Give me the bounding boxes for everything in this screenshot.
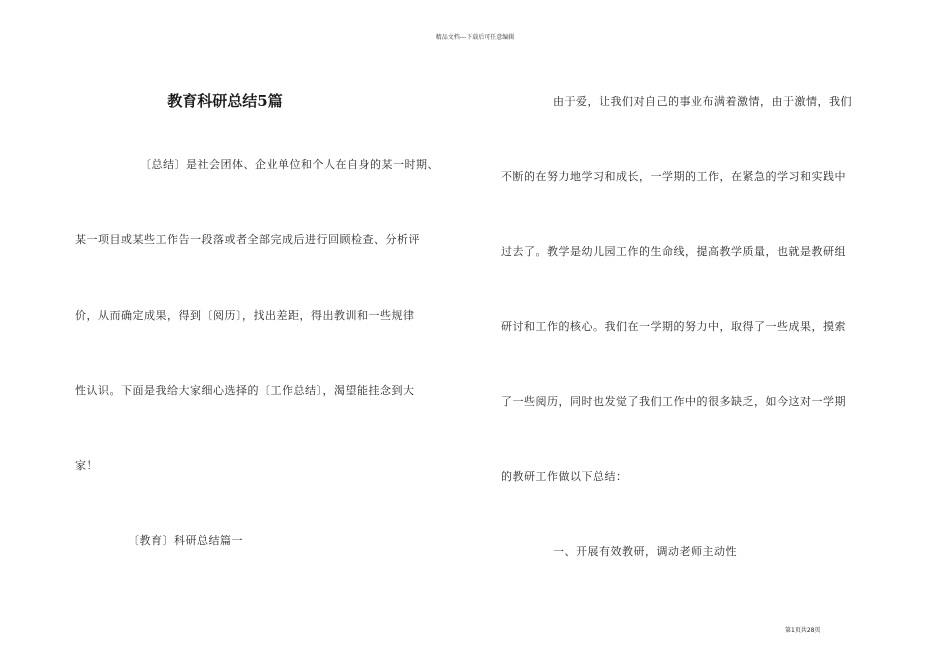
paragraph-line: 价，从而确定成果，得到〔阅历〕，找出差距，得出教训和一些规律 — [75, 309, 415, 322]
document-title: 教育科研总结5篇 — [167, 92, 283, 110]
paragraph-line: 家！ — [75, 459, 98, 472]
paragraph-line: 性认识。下面是我给大家细心选择的〔工作总结〕，渴望能挂念到大 — [75, 384, 415, 397]
paragraph-line: 了一些阅历，同时也发觉了我们工作中的很多缺乏，如今这对一学期 — [501, 395, 846, 408]
section-heading: 〔教育〕科研总结篇一 — [128, 534, 243, 547]
header-note: 精品文档---下载后可任意编辑 — [435, 34, 515, 41]
paragraph-line: 某一项目或某些工作告一段落或者全部完成后进行回顾检查、分析评 — [75, 233, 420, 246]
paragraph-line: 不断的在努力地学习和成长，一学期的工作，在紧急的学习和实践中 — [501, 170, 846, 183]
paragraph-line: 研讨和工作的核心。我们在一学期的努力中，取得了一些成果，摸索 — [501, 320, 846, 333]
page-number: 第1页共28页 — [785, 627, 821, 634]
paragraph-line: 的教研工作做以下总结： — [501, 470, 628, 483]
paragraph-line: 由于爱，让我们对自己的事业布满着激情，由于激情，我们 — [553, 95, 852, 108]
section-heading: 一、开展有效教研，调动老师主动性 — [553, 545, 737, 558]
paragraph-line: 过去了。教学是幼儿园工作的生命线，提高教学质量，也就是教研组 — [501, 245, 846, 258]
paragraph-line: 〔总结〕是社会团体、企业单位和个人在自身的某一时期、 — [140, 158, 439, 171]
